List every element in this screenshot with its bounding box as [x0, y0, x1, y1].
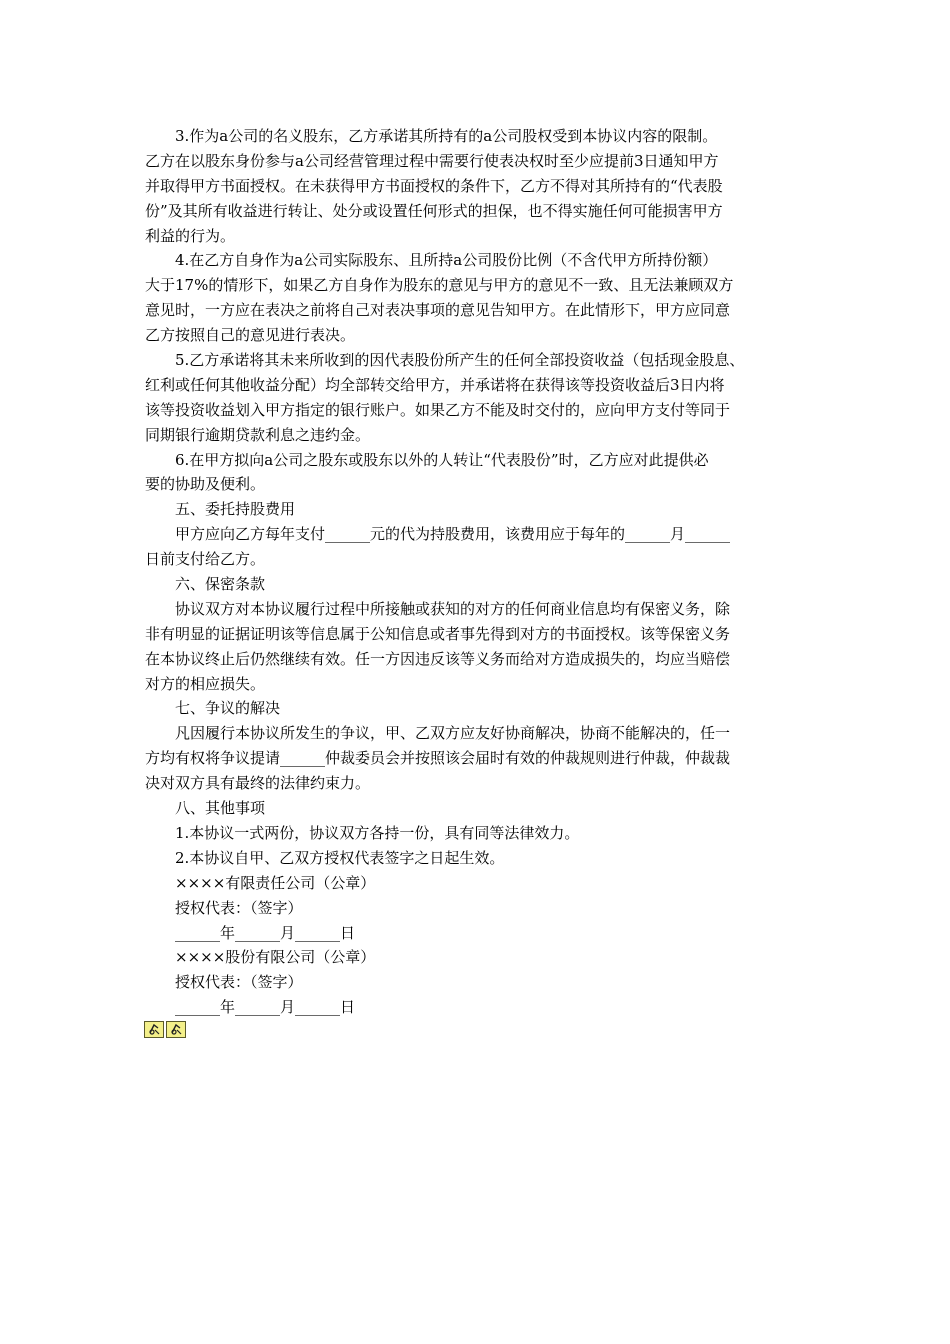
paragraph-line: 决对双方具有最终的法律约束力。: [145, 774, 371, 793]
image-icon[interactable]: [166, 1021, 186, 1038]
image-icon[interactable]: [144, 1021, 164, 1038]
signature-company: ××××股份有限公司（公章）: [175, 948, 376, 967]
paragraph-line: 3.作为a公司的名义股东，乙方承诺其所持有的a公司股权受到本协议内容的限制。: [175, 127, 718, 145]
signature-date: ______年______月______日: [175, 923, 356, 942]
section-heading: 七、争议的解决: [175, 699, 281, 718]
signature-company: ××××有限责任公司（公章）: [175, 873, 376, 892]
paragraph-line: 红利或任何其他收益分配）均全部转交给甲方，并承诺将在获得该等投资收益后3日内将: [145, 375, 725, 394]
paragraph-line: 意见时，一方应在表决之前将自己对表决事项的意见告知甲方。在此情形下，甲方应同意: [145, 301, 731, 320]
paragraph-line: 1.本协议一式两份，协议双方各持一份，具有同等法律效力。: [175, 823, 580, 842]
paragraph-line: 方均有权将争议提请______仲裁委员会并按照该会届时有效的仲裁规则进行仲裁，仲裁裁: [145, 749, 731, 768]
paragraph-line: 利益的行为。: [145, 226, 236, 245]
document-body: [145, 124, 805, 1020]
paragraph-line: 甲方应向乙方每年支付______元的代为持股费用，该费用应于每年的______月______: [175, 525, 731, 544]
paragraph-line: 同期银行逾期贷款利息之违约金。: [145, 425, 371, 444]
paragraph-line: 在本协议终止后仍然继续有效。任一方因违反该等义务而给对方造成损失的，均应当赔偿: [145, 649, 731, 668]
signature-representative: 授权代表：（签字）: [175, 973, 303, 992]
footer-icons: [144, 1021, 186, 1038]
paragraph-line: 大于17%的情形下，如果乙方自身作为股东的意见与甲方的意见不一致、且无法兼顾双方: [145, 276, 734, 295]
paragraph-line: 并取得甲方书面授权。在未获得甲方书面授权的条件下，乙方不得对其所持有的“代表股: [145, 176, 723, 195]
signature-date: ______年______月______日: [175, 998, 356, 1017]
paragraph-line: 非有明显的证据证明该等信息属于公知信息或者事先得到对方的书面授权。该等保密义务: [145, 624, 731, 643]
paragraph-line: 该等投资收益划入甲方指定的银行账户。如果乙方不能及时交付的，应向甲方支付等同于: [145, 400, 731, 419]
paragraph-line: 协议双方对本协议履行过程中所接触或获知的对方的任何商业信息均有保密义务，除: [175, 599, 731, 618]
section-heading: 八、其他事项: [175, 799, 266, 818]
paragraph-line: 乙方按照自己的意见进行表决。: [145, 326, 356, 345]
section-heading: 六、保密条款: [175, 575, 266, 594]
paragraph-line: 乙方在以股东身份参与a公司经营管理过程中需要行使表决权时至少应提前3日通知甲方: [145, 151, 719, 170]
section-heading: 五、委托持股费用: [175, 500, 296, 519]
image-icon-glyph: [169, 1023, 183, 1036]
image-icon-glyph: [147, 1023, 161, 1036]
signature-representative: 授权代表：（签字）: [175, 898, 303, 917]
paragraph-line: 凡因履行本协议所发生的争议，甲、乙双方应友好协商解决，协商不能解决的，任一: [175, 724, 731, 743]
paragraph-line: 要的协助及便利。: [145, 475, 266, 494]
paragraph-line: 6.在甲方拟向a公司之股东或股东以外的人转让“代表股份”时，乙方应对此提供必: [175, 450, 709, 469]
paragraph-line: 日前支付给乙方。: [145, 550, 266, 569]
paragraph-line: 5.乙方承诺将其未来所收到的因代表股份所产生的任何全部投资收益（包括现金股息、: [175, 351, 745, 370]
paragraph-line: 2.本协议自甲、乙双方授权代表签字之日起生效。: [175, 848, 505, 867]
paragraph-line: 份”及其所有收益进行转让、处分或设置任何形式的担保，也不得实施任何可能损害甲方: [145, 201, 723, 220]
paragraph-line: 对方的相应损失。: [145, 674, 266, 693]
paragraph-line: 4.在乙方自身作为a公司实际股东、且所持a公司股份比例（不含代甲方所持份额）: [175, 251, 718, 270]
